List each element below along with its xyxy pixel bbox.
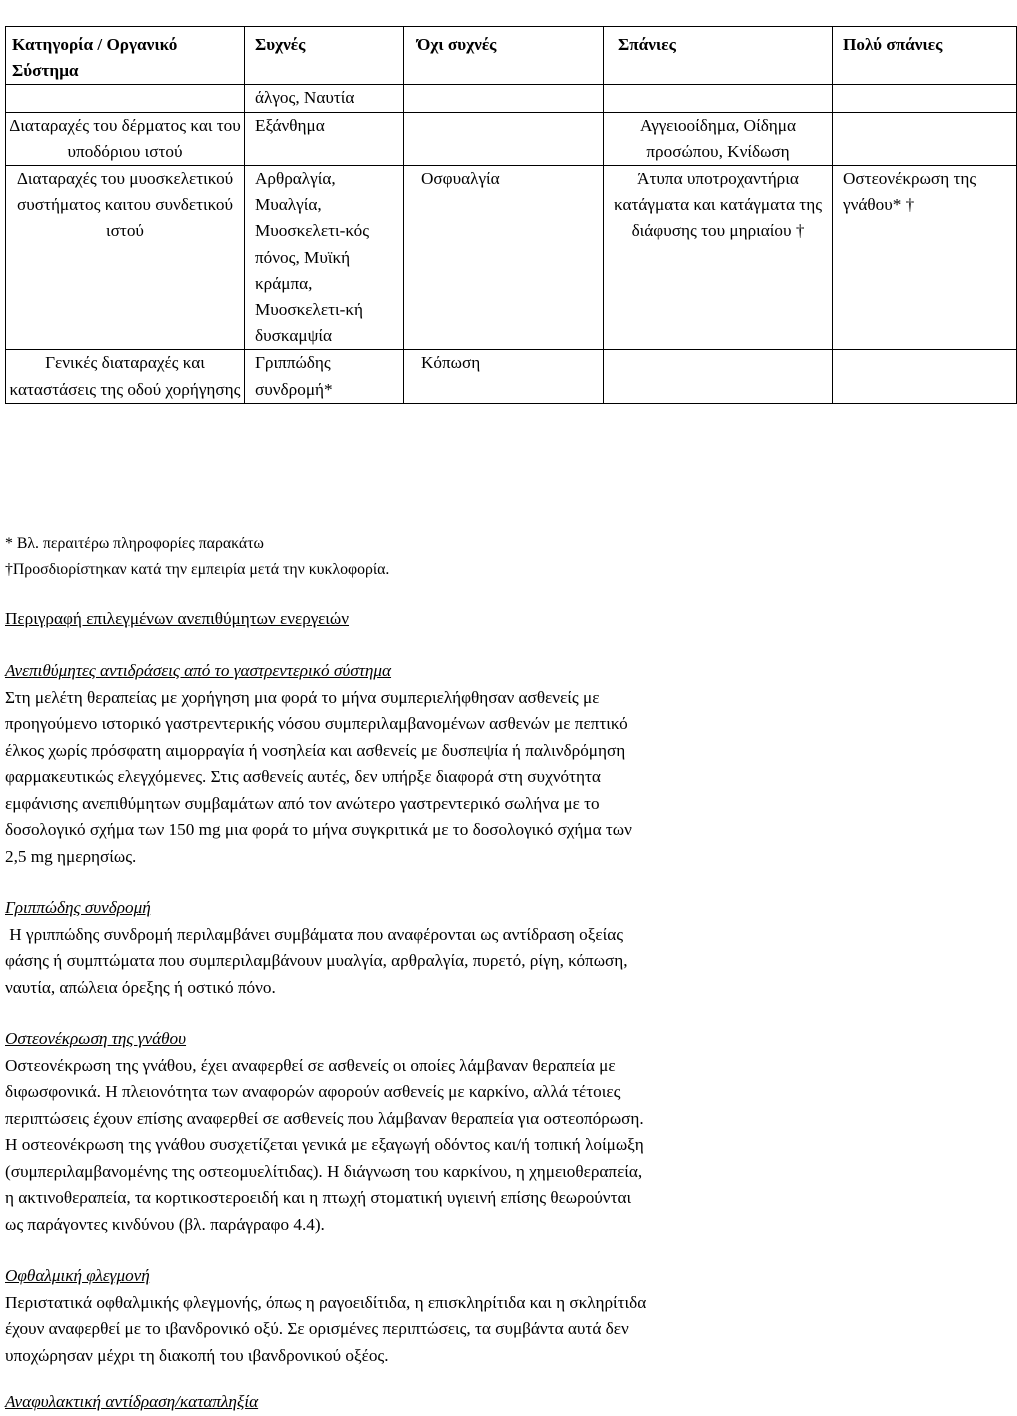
flu-line: ναυτία, απώλεια όρεξης ή οστικό πόνο. bbox=[5, 977, 276, 997]
onj-line: ως παράγοντες κινδύνου (βλ. παράγραφο 4.4). bbox=[5, 1214, 325, 1234]
flu-line: Η γριππώδης συνδρομή περιλαμβάνει συμβάματα που αναφέρονται ως αντίδραση οξείας bbox=[5, 924, 624, 944]
section-eye bbox=[5, 1263, 955, 1369]
main-heading: Περιγραφή επιλεγμένων ανεπιθύμητων ενεργειών bbox=[5, 609, 350, 628]
cell-category: Γενικές διαταραχές και καταστάσεις της οδού χορήγησης bbox=[6, 350, 245, 403]
flu-line: φάσης ή συμπτώματα που συμπεριλαμβάνουν μυαλγία, αρθραλγία, πυρετό, ρίγη, κόπωση, bbox=[5, 951, 628, 970]
gi-line: προηγούμενο ιστορικό γαστρεντερικής νόσου συμπεριλαμβανομένων ασθενών με πεπτικό bbox=[5, 714, 628, 733]
section-main bbox=[5, 606, 955, 633]
footnote-asterisk: * Βλ. περαιτέρω πληροφορίες παρακάτω bbox=[5, 535, 264, 552]
table-row bbox=[6, 166, 1017, 350]
section-flu bbox=[5, 895, 955, 1001]
cell-category: Διαταραχές του δέρματος και του υποδόριου ιστού bbox=[6, 112, 245, 165]
header-very-rare: Πολύ σπάνιες bbox=[833, 27, 1017, 85]
onj-line: Η οστεονέκρωση της γνάθου συσχετίζεται γενικά με εξαγωγή οδόντος και/ή τοπική λοίμωξη bbox=[5, 1135, 644, 1154]
eye-line: έχουν αναφερθεί με το ιβανδρονικό οξύ. Σε ορισμένες περιπτώσεις, τα συμβάντα αυτά δεν bbox=[5, 1319, 629, 1338]
onj-line: διφωσφονικά. Η πλειονότητα των αναφορών αφορούν ασθενείς με καρκίνο, αλλά τέτοιες bbox=[5, 1082, 621, 1101]
eye-line: Περιστατικά οφθαλμικής φλεγμονής, όπως η ραγοειδίτιδα, η επισκληρίτιδα και η σκληρίτιδα bbox=[5, 1292, 647, 1312]
onj-line: περιπτώσεις έχουν επίσης αναφερθεί σε ασθενείς που λάμβαναν θεραπεία για οστεοπόρωση. bbox=[5, 1108, 644, 1128]
gi-line: εμφάνισης ανεπιθύμητων συμβαμάτων από τον ανώτερο γαστρεντερικό σωλήνα με το bbox=[5, 793, 600, 813]
header-rare: Σπάνιες bbox=[604, 27, 833, 85]
section-onj bbox=[5, 1026, 955, 1238]
cell-very-rare: Οστεονέκρωση της γνάθου* † bbox=[833, 166, 1017, 350]
cell-category bbox=[6, 85, 245, 112]
gi-line: δοσολογικό σχήμα των 150 mg μια φορά το μήνα συγκριτικά με το δοσολογικό σχήμα των bbox=[5, 820, 632, 839]
cell-rare bbox=[604, 85, 833, 112]
table-row bbox=[6, 112, 1017, 165]
onj-line: (συμπεριλαμβανομένης της οστεομυελίτιδας). Η διάγνωση του καρκίνου, η χημειοθεραπεία, bbox=[5, 1161, 643, 1181]
section-anaphylaxis bbox=[5, 1389, 955, 1416]
eye-line: υποχώρησαν μέχρι τη διακοπή του ιβανδρονικού οξέος. bbox=[5, 1345, 389, 1365]
adverse-reactions-table bbox=[5, 26, 1017, 404]
gi-line: έλκος χωρίς πρόσφατη αιμορραγία ή νοσηλεία και ασθενείς με δυσπεψία ή παλινδρόμηση bbox=[5, 740, 626, 760]
cell-very-rare bbox=[833, 112, 1017, 165]
gi-title: Ανεπιθύμητες αντιδράσεις από το γαστρεντερικό σύστημα bbox=[5, 661, 392, 680]
table-row bbox=[6, 350, 1017, 403]
cell-common: Αρθραλγία, Μυαλγία, Μυοσκελετι-κός πόνος, Μυϊκή κράμπα, Μυοσκελετι-κή δυσκαμψία bbox=[245, 166, 404, 350]
cell-common: Γριππώδης συνδρομή* bbox=[245, 350, 404, 403]
cell-uncommon: Οσφυαλγία bbox=[404, 166, 604, 350]
onj-line: η ακτινοθεραπεία, τα κορτικοστεροειδή και η πτωχή στοματική υγιεινή επίσης θεωρούνται bbox=[5, 1188, 632, 1207]
cell-category: Διαταραχές του μυοσκελετικού συστήματος καιτου συνδετικού ιστού bbox=[6, 166, 245, 350]
table-row bbox=[6, 85, 1017, 112]
cell-rare bbox=[604, 350, 833, 403]
cell-common: άλγος, Ναυτία bbox=[245, 85, 404, 112]
onj-title: Οστεονέκρωση της γνάθου bbox=[5, 1029, 187, 1048]
cell-rare: Άτυπα υποτροχαντήρια κατάγματα και κατάγματα της διάφυσης του μηριαίου † bbox=[604, 166, 833, 350]
header-uncommon: Όχι συχνές bbox=[404, 27, 604, 85]
table-header-row bbox=[6, 27, 1017, 85]
onj-line: Οστεονέκρωση της γνάθου, έχει αναφερθεί σε ασθενείς οι οποίες λάμβαναν θεραπεία με bbox=[5, 1055, 616, 1075]
header-category: Κατηγορία / Οργανικό Σύστημα bbox=[6, 27, 245, 85]
cell-very-rare bbox=[833, 350, 1017, 403]
header-common: Συχνές bbox=[245, 27, 404, 85]
table-footnotes bbox=[5, 531, 389, 583]
gi-line: Στη μελέτη θεραπείας με χορήγηση μια φορά το μήνα συμπεριελήφθησαν ασθενείς με bbox=[5, 687, 600, 707]
flu-title: Γριππώδης συνδρομή bbox=[5, 898, 151, 917]
cell-very-rare bbox=[833, 85, 1017, 112]
gi-line: 2,5 mg ημερησίως. bbox=[5, 846, 137, 866]
cell-common: Εξάνθημα bbox=[245, 112, 404, 165]
gi-line: φαρμακευτικώς ελεγχόμενες. Στις ασθενείς αυτές, δεν υπήρξε διαφορά στη συχνότητα bbox=[5, 767, 601, 786]
cell-uncommon bbox=[404, 112, 604, 165]
cell-uncommon: Κόπωση bbox=[404, 350, 604, 403]
cell-uncommon bbox=[404, 85, 604, 112]
eye-title: Οφθαλμική φλεγμονή bbox=[5, 1266, 150, 1285]
anaphylaxis-title: Αναφυλακτική αντίδραση/καταπληξία bbox=[5, 1392, 259, 1411]
footnote-dagger: †Προσδιορίστηκαν κατά την εμπειρία μετά την κυκλοφορία. bbox=[5, 561, 390, 578]
cell-rare: Αγγειοοίδημα, Οίδημα προσώπου, Κνίδωση bbox=[604, 112, 833, 165]
section-gi bbox=[5, 658, 955, 870]
